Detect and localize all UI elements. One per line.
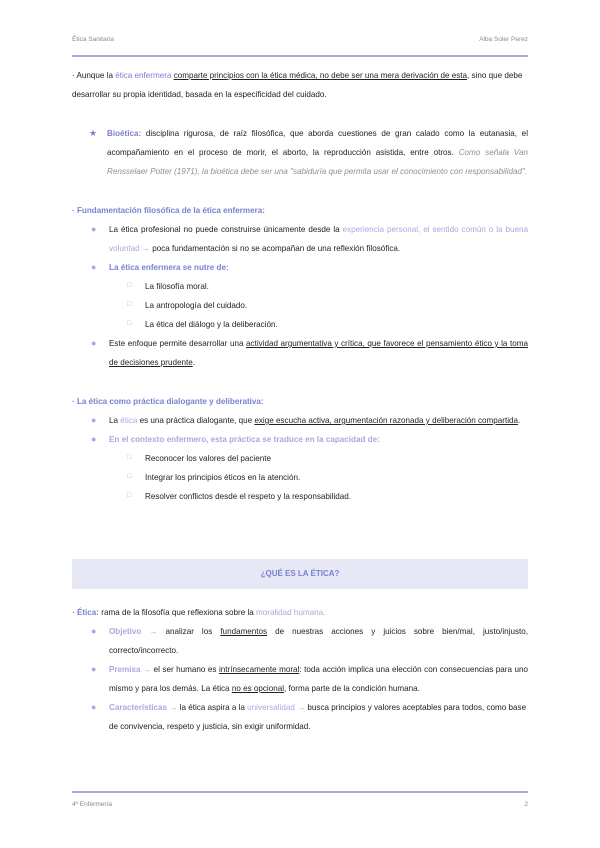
bioetica-text: disciplina rigurosa, de raíz filosófica, que aborda cuestiones de gran calado como la eutanasia, el acompañamiento en el proceso de morir, el aborto, la reproducción asistida, entre otros. xyxy=(107,129,528,157)
fund-sub-item xyxy=(72,296,528,315)
bioetica-quote: Como señala Van Rensselaer Potter (1971), la bioética debe ser una "sabiduría que permita usar el conocimiento con responsabilidad". xyxy=(107,148,528,176)
premisa-a: el ser humano es xyxy=(151,665,219,674)
intro-rest: , sino que debe desarrollar su propia identidad, basada en la especificidad del cuidado. xyxy=(72,71,523,99)
header-rule xyxy=(72,55,528,57)
header-left: Ética Sanitaria xyxy=(72,36,114,43)
intro-paragraph xyxy=(72,66,528,104)
etica-content xyxy=(72,603,528,736)
caracteristicas-lilac: universalidad → xyxy=(247,703,306,712)
intro-lead: · Aunque la xyxy=(72,71,116,80)
premisa-underlined: intrínsecamente moral xyxy=(219,665,300,674)
etica-lead: · xyxy=(72,608,77,617)
bullet-dot-icon: ● xyxy=(91,415,97,425)
prac-bullet-2 xyxy=(72,430,528,449)
fund-sub-text: La antropología del cuidado. xyxy=(145,301,248,310)
hollow-square-icon: □ xyxy=(127,282,132,289)
objetivo-term: Objetivo → xyxy=(109,627,158,636)
hollow-square-icon: □ xyxy=(127,454,132,461)
bullet-dot-icon: ● xyxy=(91,338,97,348)
intro-term: ética enfermera xyxy=(115,71,172,80)
premisa-c: , forma parte de la condición humana. xyxy=(284,684,420,693)
prac-sub-item xyxy=(72,468,528,487)
bullet-dot-icon: ● xyxy=(91,626,97,636)
fund-sub-item xyxy=(72,277,528,296)
prac-bullet-1 xyxy=(72,411,528,430)
bullet-dot-icon: ● xyxy=(91,664,97,674)
prac-b1-lilac: ética xyxy=(120,416,138,425)
prac-sub-text: Integrar los principios éticos en la atención. xyxy=(145,473,301,482)
section-banner: ¿QUÉ ES LA ÉTICA? xyxy=(72,559,528,589)
hollow-square-icon: □ xyxy=(127,320,132,327)
fund-b3-end: . xyxy=(192,358,195,367)
caracteristicas-term: Características → xyxy=(109,703,178,712)
fundamentacion-title: · Fundamentación filosófica de la ética enfermera: xyxy=(72,206,265,215)
prac-b1-b: es una práctica dialogante, que xyxy=(137,416,255,425)
header-right: Alba Soler Perez xyxy=(479,36,528,43)
prac-b1-end: . xyxy=(518,416,521,425)
premisa-underlined-2: no es opcional xyxy=(231,684,285,693)
caracteristicas-b: busca principios y valores aceptables para todos, como base de convivencia, respeto y justicia, sin exigir uniformidad. xyxy=(109,703,527,731)
hollow-square-icon: □ xyxy=(127,301,132,308)
etica-lilac: moralidad humana. xyxy=(256,608,326,617)
footer-left: 4º Enfermería xyxy=(72,801,112,808)
prac-sub-text: Resolver conflictos desde el respeto y la responsabilidad. xyxy=(145,492,352,501)
bullet-dot-icon: ● xyxy=(91,434,97,444)
footer-rule xyxy=(72,791,528,793)
fund-b3-text: Este enfoque permite desarrollar una xyxy=(109,339,247,348)
prac-b2-title: En el contexto enfermero, esta práctica se traduce en la capacidad de: xyxy=(109,435,380,444)
fund-b1-lilac: experiencia personal, el sentido común o la buena voluntad → xyxy=(109,225,528,253)
hollow-square-icon: □ xyxy=(127,492,132,499)
prac-b1-underlined: exige escucha activa, argumentación razonada y deliberación compartida xyxy=(254,416,519,425)
objetivo-b: de nuestras acciones y juicios sobre bien/mal, justo/injusto, correcto/incorrecto. xyxy=(109,627,528,655)
fund-b3-underlined: actividad argumentativa y crítica, que favorece el pensamiento ético y la toma de decisiones prudente xyxy=(109,339,528,367)
fund-bullet-1 xyxy=(72,220,528,258)
intro-underlined: comparte principios con la ética médica, no debe ser una mera derivación de esta xyxy=(173,71,468,80)
bullet-dot-icon: ● xyxy=(91,224,97,234)
prac-b1-a: La xyxy=(109,416,121,425)
page-number: 2 xyxy=(524,801,528,808)
objetivo-underlined: fundamentos xyxy=(220,627,268,636)
premisa-b: : toda acción implica una elección con consecuencias para uno mismo y para los demás. La ética xyxy=(109,665,528,693)
bullet-dot-icon: ● xyxy=(91,262,97,272)
main-content xyxy=(72,66,528,506)
fund-sub-text: La ética del diálogo y la deliberación. xyxy=(145,320,278,329)
star-icon: ★ xyxy=(89,128,98,138)
etica-definition xyxy=(72,603,528,622)
fund-b1-text: La ética profesional no puede construirse únicamente desde la xyxy=(109,225,343,234)
practica-title: · La ética como práctica dialogante y deliberativa: xyxy=(72,397,264,406)
prac-sub-text: Reconocer los valores del paciente xyxy=(145,454,271,463)
prac-sub-item xyxy=(72,449,528,468)
prac-sub-item xyxy=(72,487,528,506)
bioetica-block xyxy=(72,124,528,181)
premisa-term: Premisa → xyxy=(109,665,152,674)
caracteristicas-a: la ética aspira a la xyxy=(177,703,248,712)
etica-caracteristicas xyxy=(72,698,528,736)
fund-b1-rest: poca fundamentación si no se acompañan de una reflexión filosófica. xyxy=(149,244,401,253)
etica-premisa xyxy=(72,660,528,698)
hollow-square-icon: □ xyxy=(127,473,132,480)
etica-objetivo xyxy=(72,622,528,660)
objetivo-a: analizar los xyxy=(157,627,221,636)
fund-bullet-2 xyxy=(72,258,528,277)
fund-b2-title: La ética enfermera se nutre de: xyxy=(109,263,229,272)
bullet-dot-icon: ● xyxy=(91,702,97,712)
fund-bullet-3 xyxy=(72,334,528,372)
etica-text: rama de la filosofía que reflexiona sobre la xyxy=(99,608,257,617)
etica-term: Ética: xyxy=(76,608,99,617)
fund-sub-text: La filosofía moral. xyxy=(145,282,209,291)
bioetica-term: Bioética: xyxy=(107,129,142,138)
fund-sub-item xyxy=(72,315,528,334)
